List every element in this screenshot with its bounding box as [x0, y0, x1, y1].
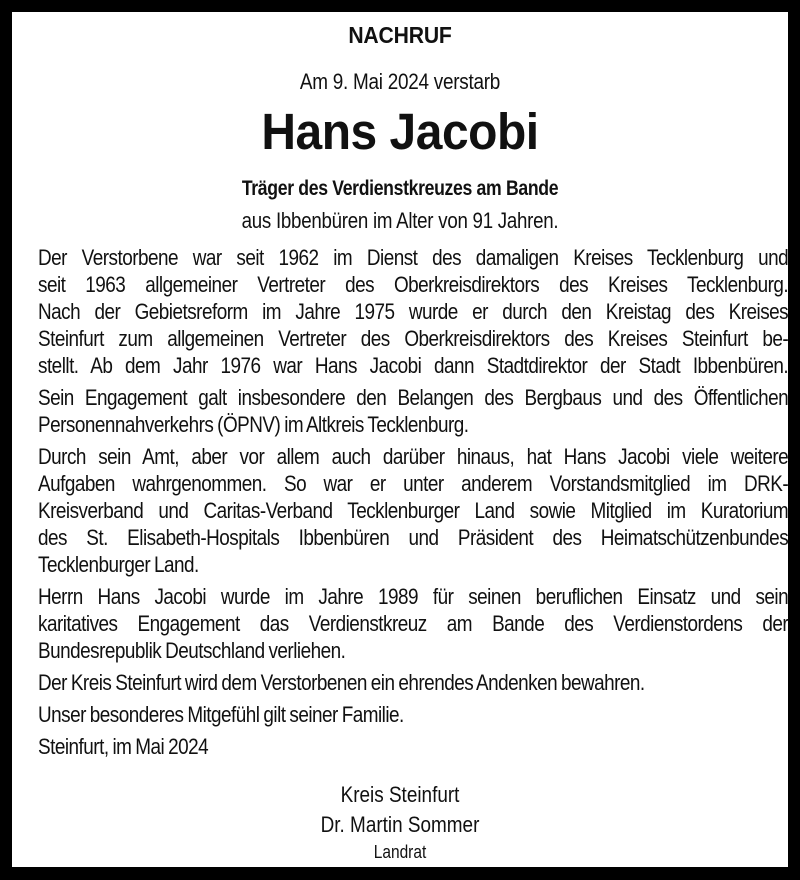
text-line: Bundesrepublik Deutschland verliehen.: [38, 638, 346, 663]
place-date: [38, 733, 788, 760]
honor-title: Träger des Verdienstkreuzes am Bande: [241, 177, 559, 200]
text-line: Der Verstorbene war seit 1962 im Dienst des damaligen Kreises Tecklenburg und: [38, 245, 789, 270]
paragraph-offices: [38, 443, 788, 578]
text-line: Nach der Gebietsreform im Jahre 1975 wurde er durch den Kreistag des Kreises: [38, 299, 789, 324]
text-line: Steinfurt, im Mai 2024: [38, 734, 209, 759]
notice-content: [25, 12, 789, 867]
text-line: Aufgaben wahrgenommen. So war er unter anderem Vorstandsmitglied im DRK-: [38, 471, 789, 496]
text-line: Personennahverkehrs (ÖPNV) im Altkreis Tecklenburg.: [38, 412, 469, 437]
signature-title: Landrat: [373, 842, 427, 862]
text-line: des St. Elisabeth-Hospitals Ibbenbüren und Präsident des Heimatschützenbundes: [38, 525, 789, 550]
text-line: Der Kreis Steinfurt wird dem Verstorbenen ein ehrendes Andenken bewahren.: [38, 670, 645, 695]
signature-organization: Kreis Steinfurt: [340, 782, 460, 807]
origin-age: aus Ibbenbüren im Alter von 91 Jahren.: [241, 208, 559, 233]
death-date-intro: Am 9. Mai 2024 verstarb: [299, 69, 501, 94]
text-line: seit 1963 allgemeiner Vertreter des Oberkreisdirektors des Kreises Tecklenburg.: [38, 272, 789, 297]
text-line: Unser besonderes Mitgefühl gilt seiner Familie.: [38, 702, 404, 727]
signature-name: Dr. Martin Sommer: [320, 812, 480, 837]
text-line: Tecklenburger Land.: [38, 552, 199, 577]
paragraph-engagement: [38, 384, 788, 438]
paragraph-condolence: [38, 701, 788, 728]
text-line: Herrn Hans Jacobi wurde im Jahre 1989 für seinen beruflichen Einsatz und sein: [38, 584, 789, 609]
text-line: Sein Engagement galt insbesondere den Belangen des Bergbaus und des Öffentlichen: [38, 385, 789, 410]
paragraph-career: [38, 244, 788, 379]
paragraph-remembrance: [38, 669, 788, 696]
text-line: Durch sein Amt, aber vor allem auch darüber hinaus, hat Hans Jacobi viele weitere: [38, 444, 789, 469]
text-line: Steinfurt zum allgemeinen Vertreter des Oberkreisdirektors des Kreises Steinfurt be-: [38, 326, 789, 351]
text-line: stellt. Ab dem Jahr 1976 war Hans Jacobi dann Stadtdirektor der Stadt Ibbenbüren.: [38, 353, 789, 378]
text-line: Kreisverband und Caritas-Verband Tecklenburger Land sowie Mitglied im Kuratorium: [38, 498, 789, 523]
text-line: karitatives Engagement das Verdienstkreuz am Bande des Verdienstordens der: [38, 611, 789, 636]
signature-block: [25, 780, 775, 864]
deceased-name: Hans Jacobi: [261, 103, 539, 160]
notice-heading: NACHRUF: [348, 22, 452, 48]
paragraph-award: [38, 583, 788, 664]
notice-body: [38, 244, 788, 765]
